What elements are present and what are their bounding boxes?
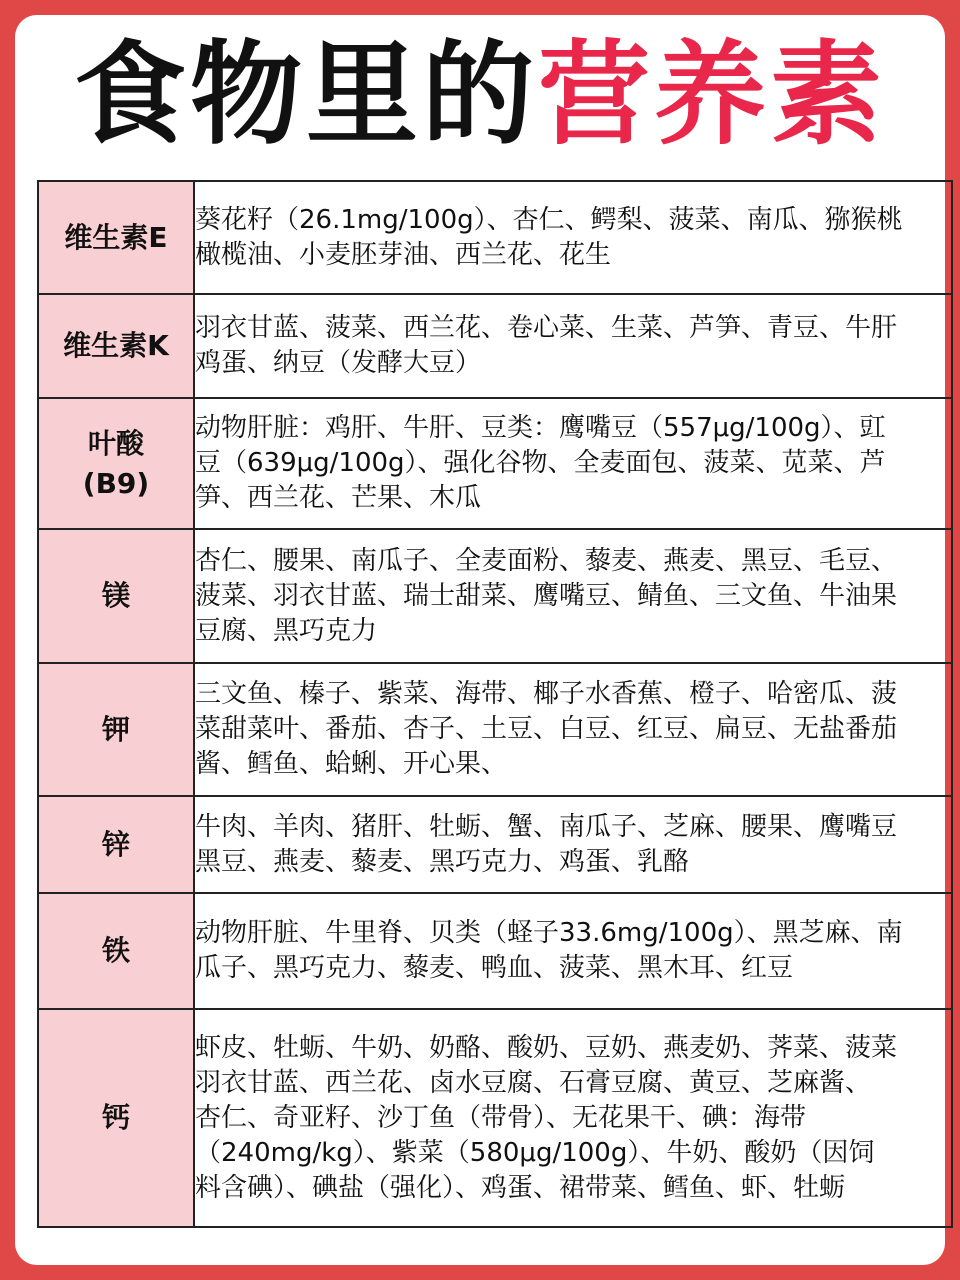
food-sources-cell <box>194 398 952 529</box>
nutrient-name: 叶酸 <box>87 426 144 460</box>
nutrient-name-cell <box>38 529 194 663</box>
food-sources-cell <box>194 893 952 1009</box>
nutrient-row <box>38 893 952 1009</box>
food-sources-line: 羽衣甘蓝、西兰花、卤水豆腐、石膏豆腐、黄豆、芝麻酱、 <box>195 1067 872 1098</box>
title-black-part: 食物里的 <box>74 30 538 160</box>
food-sources-cell <box>194 181 952 294</box>
nutrient-name: 镁 <box>101 579 130 612</box>
nutrient-row <box>38 294 952 398</box>
nutrient-name-cell <box>38 398 194 529</box>
food-sources-line: 三文鱼、榛子、紫菜、海带、椰子水香蕉、橙子、哈密瓜、菠 <box>195 679 898 709</box>
food-sources-line: 菜甜菜叶、番茄、杏子、土豆、白豆、红豆、扁豆、无盐番茄 <box>195 714 898 744</box>
nutrient-row <box>38 529 952 663</box>
food-sources-cell <box>194 796 952 893</box>
nutrient-table <box>37 180 953 1228</box>
nutrient-name: 维生素E <box>64 220 168 254</box>
food-sources-line: 豆（639μg/100g）、强化谷物、全麦面包、菠菜、苋菜、芦 <box>195 448 886 478</box>
food-sources-line: 橄榄油、小麦胚芽油、西兰花、花生 <box>195 239 612 270</box>
food-sources-line: 虾皮、牡蛎、牛奶、奶酪、酸奶、豆奶、燕麦奶、荠菜、菠菜 <box>195 1032 898 1063</box>
nutrient-row <box>38 398 952 529</box>
food-sources-line: 黑豆、燕麦、藜麦、黑巧克力、鸡蛋、乳酪 <box>195 846 690 877</box>
nutrient-name-cell <box>38 181 194 294</box>
food-sources-line: 豆腐、黑巧克力 <box>195 615 378 646</box>
food-sources-line: 羽衣甘蓝、菠菜、西兰花、卷心菜、生菜、芦笋、青豆、牛肝 <box>195 313 898 343</box>
nutrient-name-cell <box>38 1009 194 1227</box>
nutrient-name-cell <box>38 893 194 1009</box>
nutrient-name-cell <box>38 294 194 398</box>
nutrient-row <box>38 663 952 796</box>
food-sources-line: 牛肉、羊肉、猪肝、牡蛎、蟹、南瓜子、芝麻、腰果、鹰嘴豆 <box>195 811 898 842</box>
food-sources-line: 鸡蛋、纳豆（发酵大豆） <box>195 348 482 378</box>
food-sources-line: 料含碘）、碘盐（强化）、鸡蛋、裙带菜、鳕鱼、虾、牡蛎 <box>195 1172 846 1203</box>
nutrient-name-cell <box>38 663 194 796</box>
food-sources-line: 瓜子、黑巧克力、藜麦、鸭血、菠菜、黑木耳、红豆 <box>195 953 794 983</box>
nutrient-name-cell <box>38 796 194 893</box>
food-sources-line: 杏仁、奇亚籽、沙丁鱼（带骨）、无花果干、碘：海带 <box>195 1102 807 1133</box>
food-sources-cell <box>194 294 952 398</box>
nutrient-name: 锌 <box>101 827 130 861</box>
nutrient-table-body <box>38 181 952 1227</box>
food-sources-line: 葵花籽（26.1mg/100g）、杏仁、鳄梨、菠菜、南瓜、猕猴桃 <box>195 204 903 235</box>
title-red-part: 营养素 <box>538 30 886 160</box>
food-sources-line: 动物肝脏：鸡肝、牛肝、豆类：鹰嘴豆（557μg/100g）、豇 <box>195 413 886 443</box>
food-sources-line: 笋、西兰花、芒果、木瓜 <box>195 483 482 513</box>
nutrient-name: 钾 <box>101 712 130 746</box>
food-sources-line: 菠菜、羽衣甘蓝、瑞士甜菜、鹰嘴豆、鲭鱼、三文鱼、牛油果 <box>195 580 898 611</box>
nutrient-row <box>38 181 952 294</box>
food-sources-cell <box>194 1009 952 1227</box>
nutrient-name: 钙 <box>101 1101 130 1134</box>
nutrient-row <box>38 1009 952 1227</box>
food-sources-cell <box>194 529 952 663</box>
food-sources-line: 动物肝脏、牛里脊、贝类（蛏子33.6mg/100g）、黑芝麻、南 <box>195 918 903 948</box>
food-sources-cell <box>194 663 952 796</box>
page-title <box>0 20 960 170</box>
food-sources-line: 酱、鳕鱼、蛤蜊、开心果、 <box>195 749 508 779</box>
nutrient-name: 维生素K <box>63 329 169 362</box>
nutrient-row <box>38 796 952 893</box>
food-sources-line: 杏仁、腰果、南瓜子、全麦面粉、藜麦、燕麦、黑豆、毛豆、 <box>195 545 898 576</box>
food-sources-line: （240mg/kg）、紫菜（580μg/100g）、牛奶、酸奶（因饲 <box>195 1137 875 1168</box>
nutrient-name: (B9) <box>82 466 150 500</box>
nutrient-name: 铁 <box>101 934 130 967</box>
